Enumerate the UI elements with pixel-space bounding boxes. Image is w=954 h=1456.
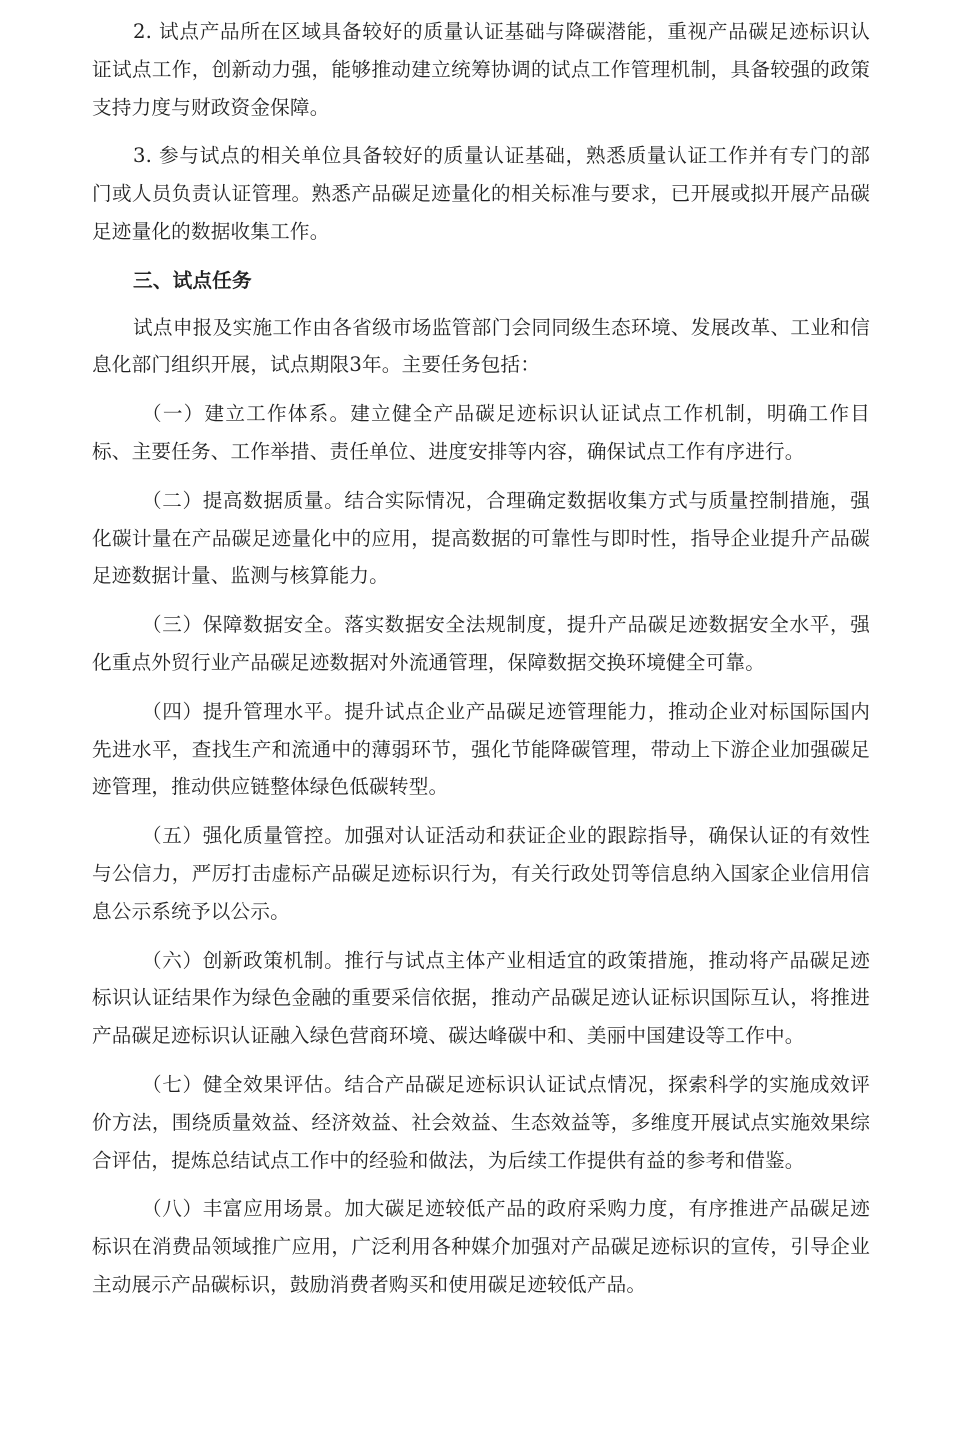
task-5-paragraph: （五）强化质量管控。加强对认证活动和获证企业的跟踪指导，确保认证的有效性与公信力，严厉打击虚标产品碳足迹标识行为，有关行政处罚等信息纳入国家企业信用信息公示系统予以公示。 [92,824,870,923]
task-6-paragraph: （六）创新政策机制。推行与试点主体产业相适宜的政策措施，推动将产品碳足迹标识认证结果作为绿色金融的重要采信依据，推动产品碳足迹认证标识国际互认，将推进产品碳足迹标识认证融入绿色营商环境、碳达峰碳中和、美丽中国建设等工作中。 [92,948,870,1048]
task-4-paragraph: （四）提升管理水平。提升试点企业产品碳足迹管理能力，推动企业对标国际国内先进水平，查找生产和流通中的薄弱环节，强化节能降碳管理，带动上下游企业加强碳足迹管理，推动供应链整体绿色低碳转型。 [92,699,870,799]
section-heading-pilot-tasks: 三、试点任务 [133,268,252,292]
criterion-2-paragraph: 2. 试点产品所在区域具备较好的质量认证基础与降碳潜能，重视产品碳足迹标识认证试点工作，创新动力强，能够推动建立统筹协调的试点工作管理机制，具备较强的政策支持力度与财政资金保障。 [92,20,870,119]
criterion-3-paragraph: 3. 参与试点的相关单位具备较好的质量认证基础，熟悉质量认证工作并有专门的部门或人员负责认证管理。熟悉产品碳足迹量化的相关标准与要求，已开展或拟开展产品碳足迹量化的数据收集工作。 [92,144,870,243]
task-7-paragraph: （七）健全效果评估。结合产品碳足迹标识认证试点情况，探索科学的实施成效评价方法，围绕质量效益、经济效益、社会效益、生态效益等，多维度开展试点实施效果综合评估，提炼总结试点工作中的经验和做法，为后续工作提供有益的参考和借鉴。 [92,1072,870,1172]
task-3-paragraph: （三）保障数据安全。落实数据安全法规制度，提升产品碳足迹数据安全水平，强化重点外贸行业产品碳足迹数据对外流通管理，保障数据交换环境健全可靠。 [92,613,870,674]
task-1-paragraph: （一）建立工作体系。建立健全产品碳足迹标识认证试点工作机制，明确工作目标、主要任务、工作举措、责任单位、进度安排等内容，确保试点工作有序进行。 [92,402,870,463]
task-2-paragraph: （二）提高数据质量。结合实际情况，合理确定数据收集方式与质量控制措施，强化碳计量在产品碳足迹量化中的应用，提高数据的可靠性与即时性，指导企业提升产品碳足迹数据计量、监测与核算能力。 [92,488,870,588]
intro-paragraph: 试点申报及实施工作由各省级市场监管部门会同同级生态环境、发展改革、工业和信息化部门组织开展，试点期限3年。主要任务包括： [92,315,870,377]
task-8-paragraph: （八）丰富应用场景。加大碳足迹较低产品的政府采购力度，有序推进产品碳足迹标识在消费品领域推广应用，广泛利用各种媒介加强对产品碳足迹标识的宣传，引导企业主动展示产品碳标识，鼓励消费者购买和使用碳足迹较低产品。 [92,1197,870,1296]
document-page [92,0,870,1315]
